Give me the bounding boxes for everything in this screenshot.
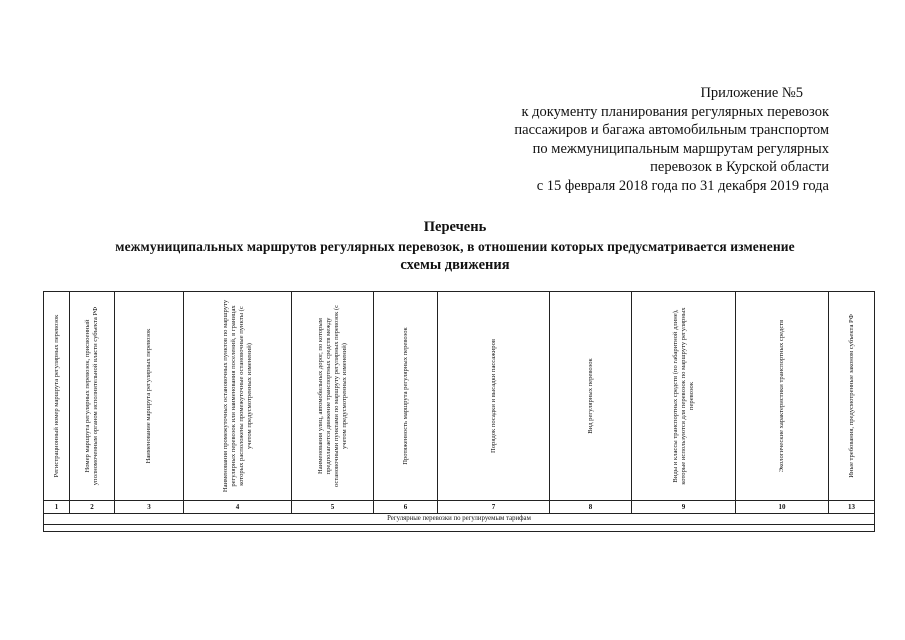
appendix-line: с 15 февраля 2018 года по 31 декабря 2019 года xyxy=(536,177,829,194)
header-cell-4: Наименования промежуточных остановочных пунктов по маршруту регулярных перевозок или наименования поселений, в границах которых расположены промежуточные остановочные пункты (с учетом предусмотренных изменений) xyxy=(184,292,292,500)
column-number: 8 xyxy=(550,501,632,513)
table-header-row xyxy=(43,291,875,500)
appendix-line: по межмуниципальным маршрутам регулярных xyxy=(532,140,829,157)
title-line-2: схемы движения xyxy=(400,257,510,273)
column-number-row xyxy=(43,500,875,513)
routes-table xyxy=(43,291,875,532)
column-number: 2 xyxy=(70,501,115,513)
header-cell-8: Вид регулярных перевозок xyxy=(550,292,632,500)
column-number: 4 xyxy=(184,501,292,513)
header-cell-9: Виды и классы транспортных средств (по габаритной длине), которые используются для перевозок по маршруту регулярных перевозок xyxy=(632,292,736,500)
header-cell-5: Наименования улиц, автомобильных дорог, по которым предполагается движение транспортных средств между остановочными пунктами по маршруту регулярных перевозок (с учетом предусмотренных изменений) xyxy=(292,292,374,500)
appendix-line: к документу планирования регулярных перевозок xyxy=(521,103,829,120)
header-cell-2: Номер маршрута регулярных перевозок, присвоенный уполномоченным органом исполнительной власти субъекта РФ xyxy=(70,292,115,500)
empty-row xyxy=(43,525,875,532)
appendix-line: Приложение №5 xyxy=(700,85,803,101)
column-number: 3 xyxy=(115,501,184,513)
header-cell-10: Экологические характеристики транспортных средств xyxy=(736,292,829,500)
column-number: 5 xyxy=(292,501,374,513)
header-cell-13: Иные требования, предусмотренные законом субъекта РФ xyxy=(847,314,855,478)
header-cell-3: Наименование маршрута регулярных перевозок xyxy=(115,292,184,500)
header-cell-6: Протяженность маршрута регулярных перевозок xyxy=(374,292,438,500)
header-cell-7: Порядок посадки и высадки пассажиров xyxy=(438,292,550,500)
column-number: 10 xyxy=(736,501,829,513)
column-number: 9 xyxy=(632,501,736,513)
column-number: 6 xyxy=(374,501,438,513)
document-title xyxy=(60,218,850,275)
column-number: 13 xyxy=(848,503,855,511)
appendix-block xyxy=(409,84,829,196)
header-cell-1: Регистрационный номер маршрута регулярных перевозок xyxy=(44,292,70,500)
column-number: 7 xyxy=(438,501,550,513)
section-label-row: Регулярные перевозки по регулируемым тарифам xyxy=(43,513,875,525)
title-heading: Перечень xyxy=(423,219,487,235)
appendix-line: пассажиров и багажа автомобильным транспортом xyxy=(514,122,829,139)
appendix-line: перевозок в Курской области xyxy=(650,159,829,176)
column-number: 1 xyxy=(44,501,70,513)
title-line-1: межмуниципальных маршрутов регулярных перевозок, в отношении которых предусматривается изменение xyxy=(115,239,795,254)
